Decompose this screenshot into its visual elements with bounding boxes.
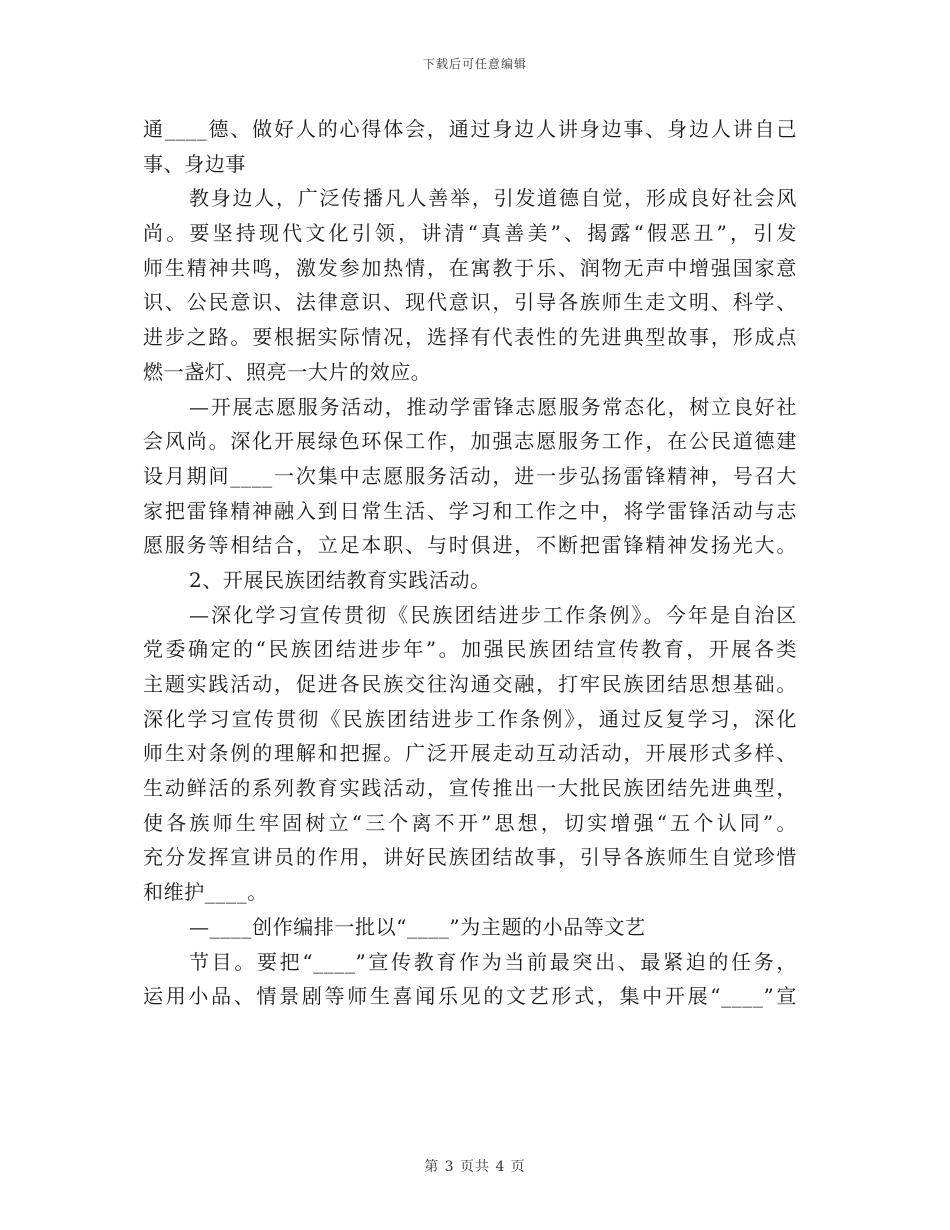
text-line: 节目。要把“____”宣传教育作为当前最突出、最紧迫的任务，: [189, 949, 797, 974]
document-body: [143, 112, 797, 1014]
text-line: 会风尚。深化开展绿色环保工作，加强志愿服务工作，在公民道德建: [143, 429, 797, 454]
page-header: 下载后可任意编辑: [422, 57, 527, 71]
text-line: —深化学习宣传贯彻《民族团结进步工作条例》。今年是自治区: [189, 602, 797, 627]
text-line: —开展志愿服务活动，推动学雷锋志愿服务常态化，树立良好社: [189, 394, 797, 419]
page-number: 第 3 页共 4 页: [424, 1159, 526, 1175]
text-line: 使各族师生牢固树立“三个离不开”思想，切实增强“五个认同”。: [143, 810, 797, 835]
text-line: 尚。要坚持现代文化引领，讲清“真善美”、揭露“假恶丑”，引发: [143, 221, 797, 246]
text-line: 通____德、做好人的心得体会，通过身边人讲身边事、身边人讲自己: [143, 117, 797, 141]
text-line: 2、开展民族团结教育实践活动。: [189, 567, 491, 592]
text-line: 主题实践活动，促进各民族交往沟通交融，打牢民族团结思想基础。: [143, 672, 797, 696]
text-line: 设月期间____一次集中志愿服务活动，进一步弘扬雷锋精神，号召大: [143, 463, 797, 488]
text-line: 事、身边事: [143, 151, 246, 176]
text-line: 充分发挥宣讲员的作用，讲好民族团结故事，引导各族师生自觉珍惜: [143, 845, 797, 870]
text-line: 生动鲜活的系列教育实践活动，宣传推出一大批民族团结先进典型，: [143, 776, 797, 801]
text-line: 师生对条例的理解和把握。广泛开展走动互动活动，开展形式多样、: [143, 741, 797, 766]
text-line: 和维护____。: [143, 880, 268, 905]
text-line: 家把雷锋精神融入到日常生活、学习和工作之中，将学雷锋活动与志: [143, 498, 797, 523]
text-line: 愿服务等相结合，立足本职、与时俱进，不断把雷锋精神发扬光大。: [143, 533, 797, 558]
text-line: 运用小品、情景剧等师生喜闻乐见的文艺形式，集中开展“____”宣: [143, 984, 797, 1009]
text-line: 党委确定的“民族团结进步年”。加强民族团结宣传教育，开展各类: [143, 637, 797, 662]
text-line: 师生精神共鸣，激发参加热情，在寓教于乐、润物无声中增强国家意: [143, 255, 797, 280]
text-line: —____创作编排一批以“____”为主题的小品等文艺: [189, 914, 646, 939]
text-line: 教身边人，广泛传播凡人善举，引发道德自觉，形成良好社会风: [189, 186, 797, 211]
text-line: 进步之路。要根据实际情况，选择有代表性的先进典型故事，形成点: [143, 325, 797, 350]
text-line: 识、公民意识、法律意识、现代意识，引导各族师生走文明、科学、: [143, 290, 797, 315]
text-line: 深化学习宣传贯彻《民族团结进步工作条例》，通过反复学习，深化: [143, 706, 797, 731]
text-line: 燃一盏灯、照亮一大片的效应。: [143, 359, 432, 384]
